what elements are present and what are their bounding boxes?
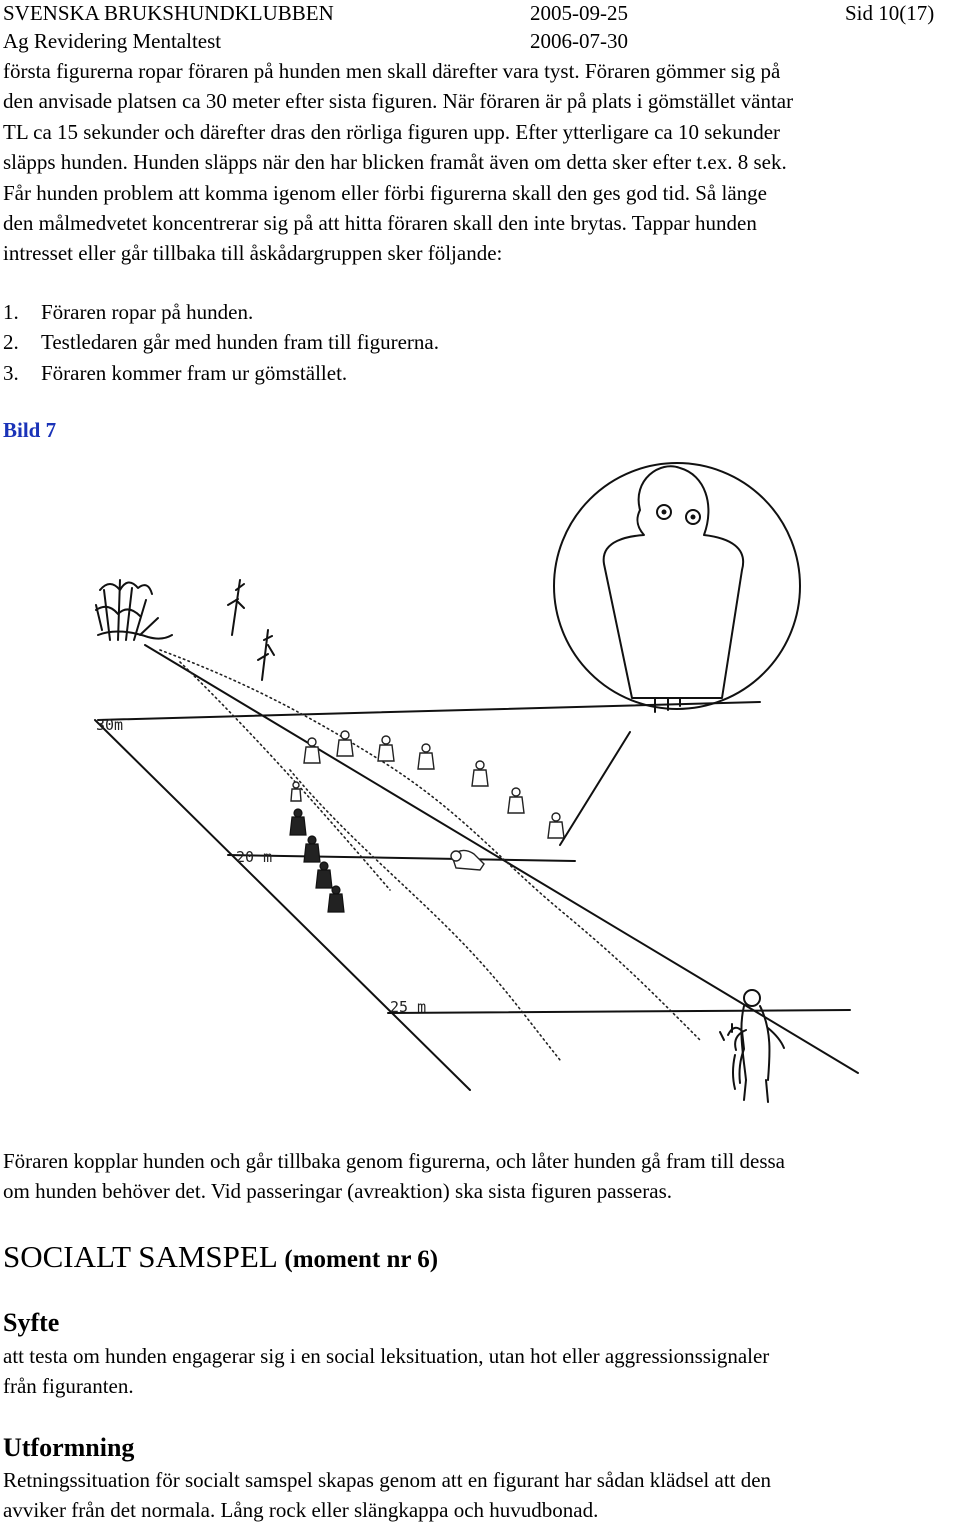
label-25m: 25 m (390, 998, 427, 1016)
after-figure-paragraph: Föraren kopplar hunden och går tillbaka genom figurerna, och låter hunden gå fram till dessa om hunden behöver det. Vid passeringar (avreaktion) ska sista figuren passeras. (3, 1149, 785, 1204)
utformning-text: Retningssituation för socialt samspel skapas genom att en figurant har sådan klädsel att den avviker från det normala. Lång rock eller slängkappa och huvudbonad. (3, 1468, 772, 1523)
section-title (3, 1237, 438, 1280)
header-date-1: 2005-09-25 (530, 1, 628, 25)
bush-illustration (96, 580, 274, 680)
list-item (3, 358, 439, 388)
header-group: Ag Revidering Mentaltest (3, 29, 222, 53)
fallen-figure (451, 850, 484, 870)
figure-caption: Bild 7 (3, 418, 57, 442)
section-subtitle: (moment nr 6) (284, 1246, 439, 1273)
syfte-heading: Syfte (3, 1308, 60, 1337)
steps-list (3, 297, 439, 388)
label-20m: 20 m (236, 848, 273, 866)
field-illustration (0, 440, 960, 1130)
list-item (3, 327, 439, 357)
section-title-text: SOCIALT SAMSPEL (3, 1239, 277, 1274)
handler-and-dog (720, 990, 784, 1102)
distance-line-20m (228, 855, 575, 861)
list-item-number: 1. (3, 300, 19, 324)
syfte-text: att testa om hunden engagerar sig i en social leksituation, utan hot eller aggressionssignaler från figuranten. (3, 1344, 770, 1399)
header-page-number: Sid 10(17) (845, 1, 935, 25)
header-date-2: 2006-07-30 (530, 29, 628, 53)
label-30m: 30m (96, 716, 124, 734)
intro-paragraph: första figurerna ropar föraren på hunden men skall därefter vara tyst. Föraren gömmer sig på den anvisade platsen ca 30 meter efter sista figuren. När föraren är på plats i gömstället väntar TL ca 15 sekunder och därefter dras den rörliga figuren upp. Efter ytterligare ca 10 sekunder släpps hunden. Hunden släpps när den har blicken framåt även om detta sker efter t.ex. 8 sek. Får hunden problem att komma igenom eller förbi figurerna skall den ges god tid. Så länge den målmedvetet koncentrerar sig på att hitta föraren skall den inte brytas. Tappar hunden intresset eller går tillbaka till åskådargruppen sker följande: (3, 59, 794, 266)
header-org: SVENSKA BRUKSHUNDKLUBBEN (3, 1, 334, 25)
list-item-text: Föraren ropar på hunden. (41, 300, 254, 324)
list-item-text: Testledaren går med hunden fram till figurerna. (41, 330, 439, 355)
list-item-number: 2. (3, 330, 19, 355)
distance-line-25m (388, 1010, 850, 1013)
distance-line-30m (98, 702, 760, 720)
magnified-figure (554, 463, 800, 712)
utformning-heading: Utformning (3, 1433, 135, 1462)
field-boundary-line (95, 720, 470, 1090)
list-item-text: Föraren kommer fram ur gömstället. (41, 360, 348, 385)
callout-line (560, 732, 630, 845)
list-item-number: 3. (3, 360, 19, 385)
dark-figures (290, 809, 344, 912)
list-item (3, 297, 439, 327)
